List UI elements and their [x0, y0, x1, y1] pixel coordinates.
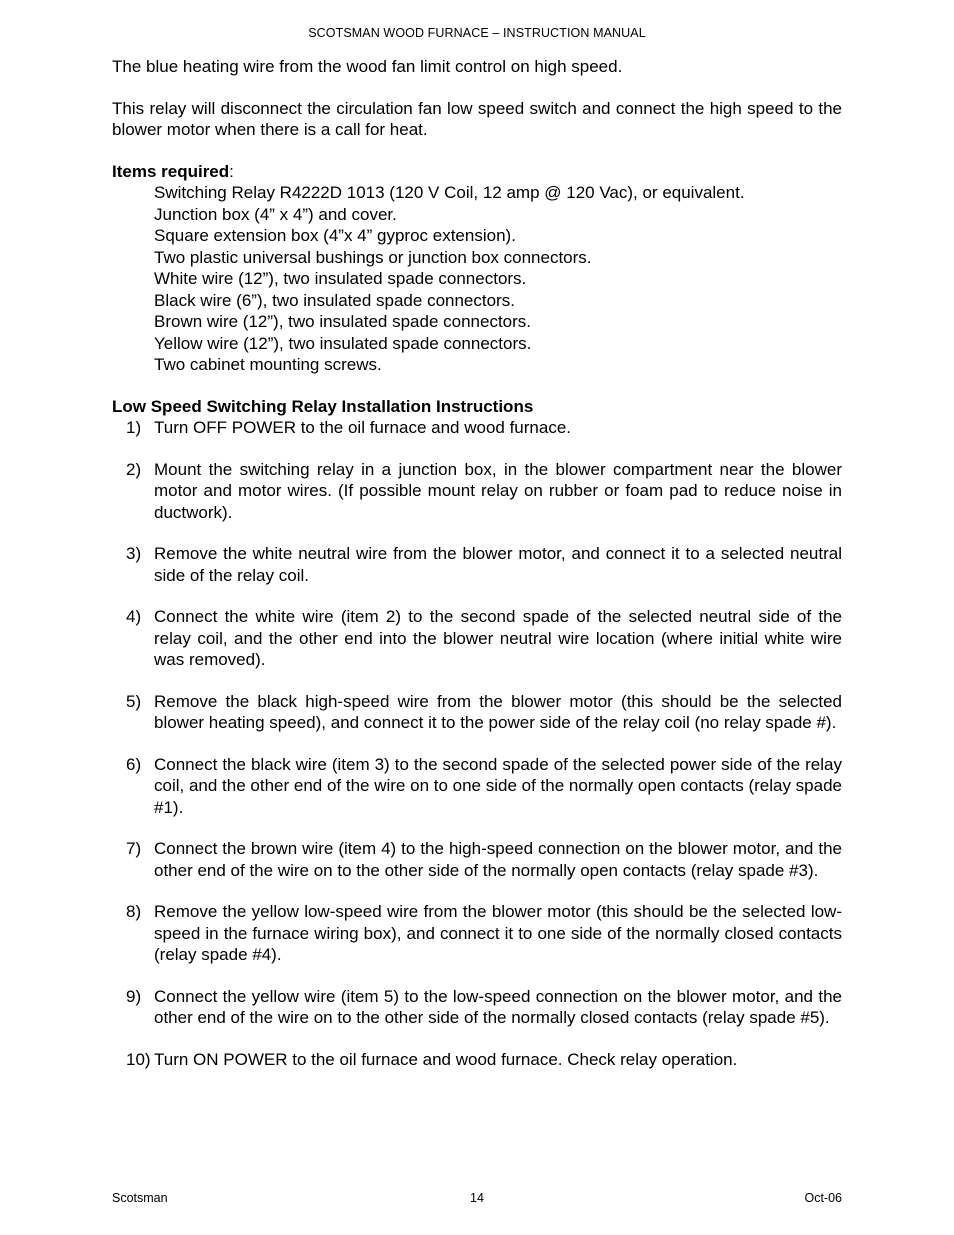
step-number: 3): [126, 544, 142, 563]
items-required-title: Items required: [112, 161, 230, 181]
list-item: [112, 606, 842, 671]
list-item: [112, 543, 842, 586]
footer-brand: Scotsman: [112, 1191, 168, 1205]
step-text: Remove the white neutral wire from the blower motor, and connect it to a selected neutral side of the relay coil.: [154, 544, 842, 585]
step-text: Remove the black high-speed wire from the blower motor (this should be the selected blower heating speed), and connect it to the power side of the relay coil (no relay spade #).: [154, 691, 842, 732]
list-item: Switching Relay R4222D 1013 (120 V Coil, 12 amp @ 120 Vac), or equivalent.: [154, 183, 745, 202]
step-text: Mount the switching relay in a junction box, in the blower compartment near the blower motor and motor wires. (If possible mount relay on rubber or foam pad to reduce noise in ductwork).: [154, 459, 842, 522]
footer-date: Oct-06: [804, 1191, 842, 1205]
list-item: [112, 901, 842, 966]
list-item: Brown wire (12”), two insulated spade connectors.: [154, 312, 532, 331]
step-number: 6): [126, 754, 142, 774]
step-number: 8): [126, 902, 142, 921]
step-text: Connect the yellow wire (item 5) to the low-speed connection on the blower motor, and the other end of the wire on to the other side of the normally closed contacts (relay spade #5).: [154, 986, 842, 1027]
step-text: Turn OFF POWER to the oil furnace and wood furnace.: [154, 418, 571, 437]
step-number: 5): [126, 691, 142, 711]
items-required-list: [112, 182, 842, 376]
list-item: [112, 754, 842, 819]
items-required-colon: :: [229, 161, 234, 181]
page-header: SCOTSMAN WOOD FURNACE – INSTRUCTION MANUAL: [308, 26, 646, 40]
step-number: 10): [126, 1049, 151, 1069]
list-item: Black wire (6”), two insulated spade connectors.: [154, 290, 515, 310]
list-item: [112, 838, 842, 881]
items-required-heading: [112, 161, 842, 183]
step-number: 9): [126, 986, 142, 1006]
list-item: Yellow wire (12”), two insulated spade connectors.: [154, 333, 532, 353]
step-number: 2): [126, 459, 142, 479]
step-text: Connect the white wire (item 2) to the second spade of the selected neutral side of the relay coil, and the other end into the blower neutral wire location (where initial white wire was removed).: [154, 607, 842, 669]
step-text: Remove the yellow low-speed wire from the blower motor (this should be the selected low-speed in the furnace wiring box), and connect it to one side of the normally closed contacts (relay spade #4).: [154, 902, 842, 964]
list-item: [112, 691, 842, 734]
step-text: Connect the black wire (item 3) to the second spade of the selected power side of the relay coil, and the other end of the wire on to one side of the normally open contacts (relay spade #1).: [154, 754, 842, 817]
step-number: 1): [126, 418, 142, 437]
list-item: [112, 417, 842, 439]
list-item: [112, 459, 842, 524]
list-item: [112, 986, 842, 1029]
list-item: Two cabinet mounting screws.: [154, 355, 382, 374]
list-item: Two plastic universal bushings or junction box connectors.: [154, 247, 592, 267]
intro-paragraph: The blue heating wire from the wood fan limit control on high speed.: [112, 57, 623, 76]
list-item: White wire (12”), two insulated spade connectors.: [154, 269, 527, 288]
list-item: [112, 1049, 842, 1071]
step-number: 7): [126, 839, 142, 858]
step-text: Connect the brown wire (item 4) to the high-speed connection on the blower motor, and the other end of the wire on to the other side of the normally open contacts (relay spade #3).: [154, 839, 842, 880]
list-item: Junction box (4” x 4”) and cover.: [154, 204, 397, 224]
instructions-list: [112, 417, 842, 1070]
page-number: 14: [470, 1191, 484, 1205]
instructions-heading: Low Speed Switching Relay Installation Instructions: [112, 396, 534, 416]
step-number: 4): [126, 607, 142, 626]
intro-paragraph: This relay will disconnect the circulation fan low speed switch and connect the high speed to the blower motor when there is a call for heat.: [112, 98, 842, 139]
step-text: Turn ON POWER to the oil furnace and wood furnace. Check relay operation.: [154, 1049, 738, 1069]
list-item: Square extension box (4”x 4” gyproc extension).: [154, 226, 516, 245]
page-body: [112, 56, 842, 1090]
